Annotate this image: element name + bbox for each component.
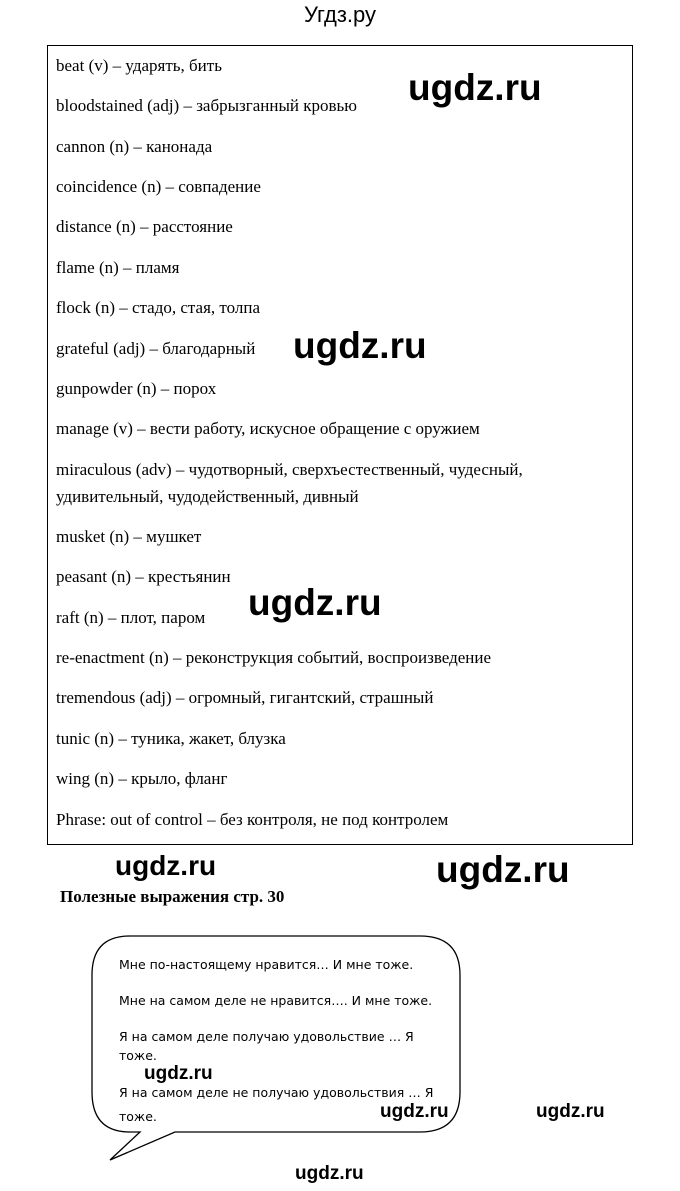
vocab-entry: miraculous (adv) – чудотворный, сверхъестественный, чудесный,	[56, 460, 523, 479]
bubble-line: тоже.	[119, 1109, 157, 1124]
vocab-entry: musket (n) – мушкет	[56, 527, 202, 546]
watermark: ugdz.ru	[115, 850, 217, 881]
vocab-entry: raft (n) – плот, паром	[56, 608, 206, 627]
watermark: ugdz.ru	[248, 582, 382, 623]
vocab-entry: tunic (n) – туника, жакет, блузка	[56, 729, 286, 748]
watermark: ugdz.ru	[380, 1101, 449, 1122]
vocab-entry: tremendous (adj) – огромный, гигантский, страшный	[56, 688, 434, 707]
bubble-line: Я на самом деле не получаю удовольствия … Я	[119, 1085, 434, 1100]
watermark: ugdz.ru	[536, 1101, 605, 1122]
watermark: ugdz.ru	[295, 1163, 364, 1184]
vocab-entry: Phrase: out of control – без контроля, не под контролем	[56, 810, 449, 829]
vocab-entry: peasant (n) – крестьянин	[56, 567, 231, 586]
vocab-entry: coincidence (n) – совпадение	[56, 177, 261, 196]
vocab-entry: grateful (adj) – благодарный	[56, 339, 256, 358]
watermark: ugdz.ru	[293, 325, 427, 366]
watermark: ugdz.ru	[436, 849, 570, 890]
section-heading: Полезные выражения стр. 30	[60, 887, 285, 906]
vocab-entry: distance (n) – расстояние	[56, 217, 233, 236]
bubble-line: Мне на самом деле не нравится…. И мне тоже.	[119, 993, 433, 1008]
bubble-line: Я на самом деле получаю удовольствие … Я	[119, 1029, 414, 1044]
vocab-entry: cannon (n) – канонада	[56, 137, 213, 156]
vocab-entry: beat (v) – ударять, бить	[56, 56, 222, 75]
watermark: ugdz.ru	[408, 67, 542, 108]
vocab-entry: flock (n) – стадо, стая, толпа	[56, 298, 261, 317]
vocab-entry: удивительный, чудодейственный, дивный	[56, 487, 359, 506]
bubble-line: Мне по-настоящему нравится… И мне тоже.	[119, 957, 414, 972]
vocab-entry: gunpowder (n) – порох	[56, 379, 217, 398]
vocab-entry: flame (n) – пламя	[56, 258, 180, 277]
vocab-entry: wing (n) – крыло, фланг	[56, 769, 228, 788]
site-title: Угдз.ру	[303, 2, 377, 27]
vocab-entry: manage (v) – вести работу, искусное обращение с оружием	[56, 419, 480, 438]
vocab-entry: re-enactment (n) – реконструкция событий, воспроизведение	[56, 648, 492, 667]
watermark: ugdz.ru	[144, 1063, 213, 1084]
bubble-line: тоже.	[119, 1048, 157, 1063]
vocab-entry: bloodstained (adj) – забрызганный кровью	[56, 96, 357, 115]
